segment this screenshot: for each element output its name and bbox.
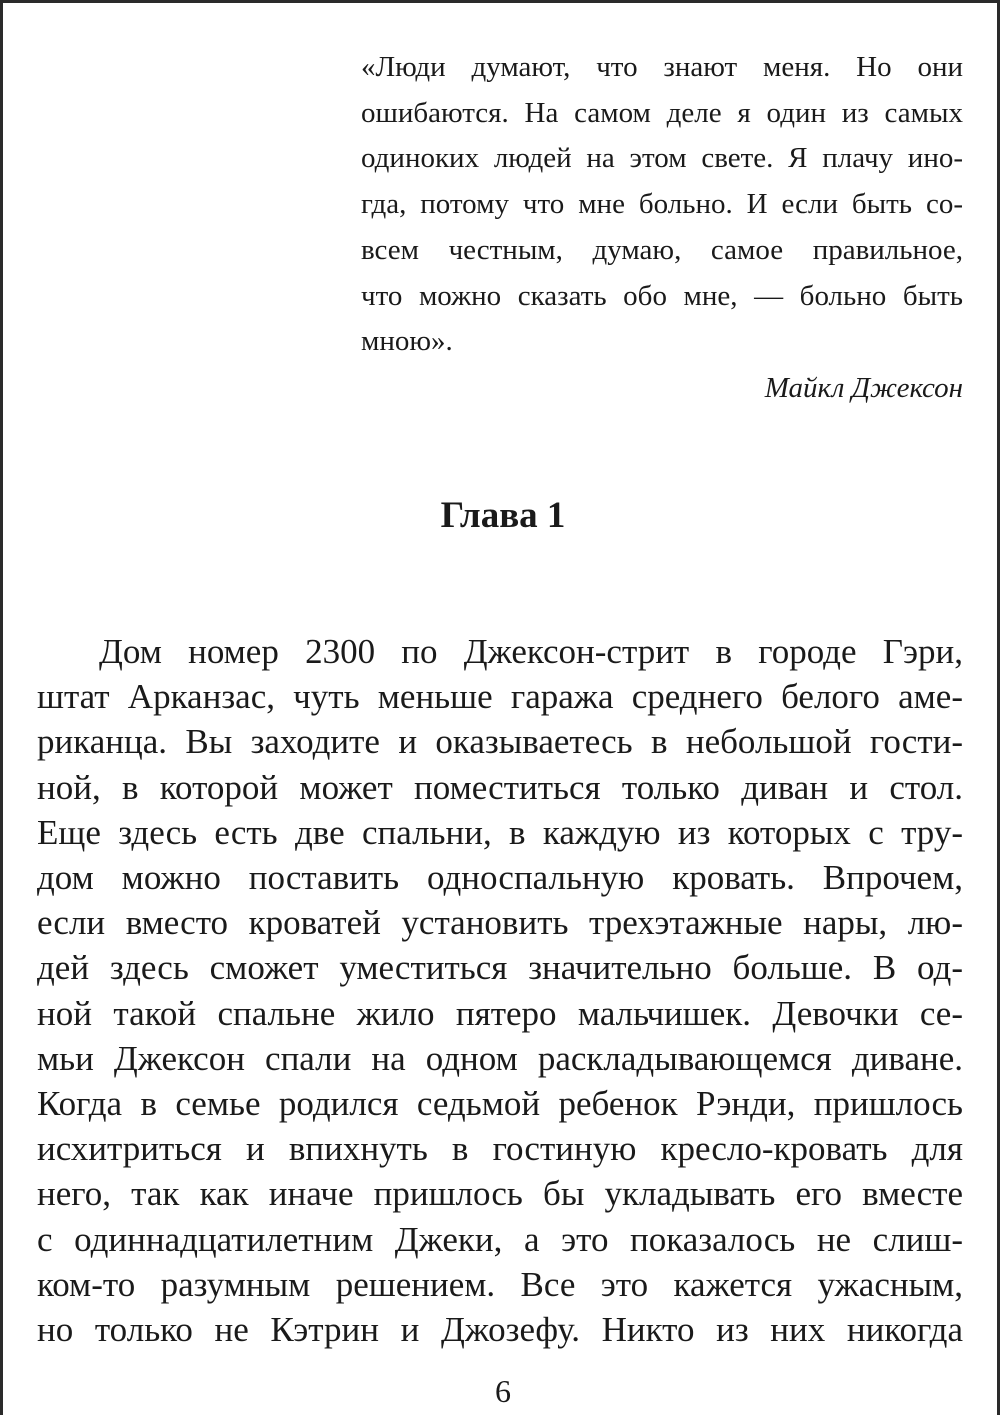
body-line: мьи Джексон спали на одном раскладывающемся диване. xyxy=(37,1038,963,1078)
body-line: ком-то разумным решением. Все это кажется ужасным, xyxy=(37,1264,963,1304)
body-line: если вместо кроватей установить трехэтажные нары, лю- xyxy=(37,903,963,943)
epigraph-line: мною». xyxy=(361,325,453,358)
epigraph-line: ошибаются. На самом деле я один из самых xyxy=(361,96,963,129)
body-line: штат Арканзас, чуть меньше гаража среднего белого аме- xyxy=(37,677,963,717)
body-line: исхитриться и впихнуть в гостиную кресло-кровать для xyxy=(37,1129,963,1169)
body-line: Когда в семье родился седьмой ребенок Рэнди, пришлось xyxy=(37,1084,963,1124)
chapter-title: Глава 1 xyxy=(440,495,566,536)
page-number: 6 xyxy=(495,1373,511,1409)
epigraph-line: что можно сказать обо мне, — больно быть xyxy=(361,279,963,312)
epigraph-line: «Люди думают, что знают меня. Но они xyxy=(361,51,963,83)
body-line: Дом номер 2300 по Джексон-стрит в городе Гэри, xyxy=(99,632,963,671)
body-line: но только не Кэтрин и Джозефу. Никто из них никогда xyxy=(37,1310,963,1350)
body-line: дом можно поставить односпальную кровать. Впрочем, xyxy=(37,858,963,898)
body-line: ной, в которой может поместиться только диван и стол. xyxy=(37,767,963,807)
body-line: дей здесь сможет уместиться значительно больше. В од- xyxy=(37,948,963,988)
epigraph-line: всем честным, думаю, самое правильное, xyxy=(361,233,963,266)
epigraph xyxy=(361,45,963,411)
body-line: него, так как иначе пришлось бы укладывать его вместе xyxy=(37,1174,963,1214)
body-line: Еще здесь есть две спальни, в каждую из которых с тру- xyxy=(37,812,963,852)
body-line: ной такой спальне жило пятеро мальчишек. Девочки се- xyxy=(37,993,963,1033)
epigraph-line: гда, потому что мне больно. И если быть со- xyxy=(361,188,963,221)
epigraph-author: Майкл Джексон xyxy=(764,371,963,404)
epigraph-line: одиноких людей на этом свете. Я плачу ино- xyxy=(361,142,963,175)
body-line: риканца. Вы заходите и оказываетесь в небольшой гости- xyxy=(37,722,963,762)
body-line: с одиннадцатилетним Джеки, а это показалось не слиш- xyxy=(37,1219,963,1259)
body-paragraph xyxy=(37,629,963,1352)
